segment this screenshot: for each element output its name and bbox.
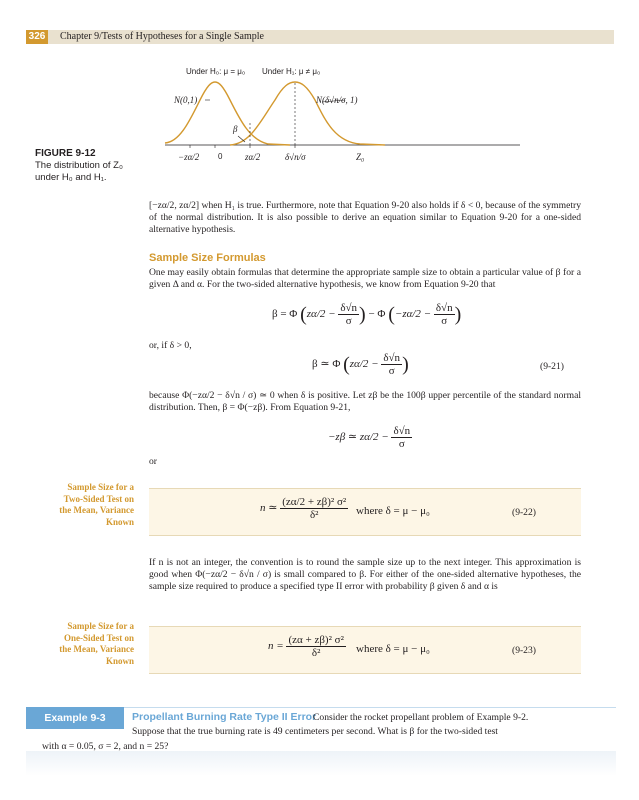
margin-head-one-sided (28, 621, 134, 667)
eq-zbeta-den: σ (398, 438, 405, 450)
margin-one-sided-line4: Known (105, 655, 134, 666)
margin-two-sided-line2: Two-Sided Test on (63, 493, 134, 504)
paragraph-intro: [−zα/2, zα/2] when H₁ is true. Furthermore, note that Equation 9-20 also holds if δ < 0, because of the symmetry of the normal distribution. It is also possible to derive an equation similar to Equation 9-20 for a one-sided alternative hypothesis. (149, 200, 581, 235)
axis-label-z0: Z₀ (356, 152, 365, 162)
eq-beta-mid: − Φ (368, 308, 386, 321)
eq922-where: where δ = μ − μ₀ (356, 505, 430, 517)
eq922-lhs: n ≃ (260, 502, 278, 515)
eq921-z: zα/2 − (349, 358, 379, 371)
eq922-den: δ² (309, 509, 319, 521)
margin-two-sided-line1: Sample Size for a (67, 482, 134, 492)
equation-beta-full: β = Φ (zα/2 − $\frac{\delta√n}{\sigma}$ ) − Φ (−zα/2 − $\frac{\delta√n}{\sigma}$ ) (272, 302, 462, 327)
tick-pos-z: zα/2 (245, 152, 261, 162)
text-or-if: or, if δ > 0, (149, 340, 192, 351)
label-n-shift: N(δ√n/σ, 1) (316, 95, 358, 105)
tick-shift: δ√n/σ (285, 152, 306, 162)
tick-zero: 0 (218, 152, 223, 161)
section-title: Sample Size Formulas (149, 252, 266, 264)
example-title: Propellant Burning Rate Type II Error (132, 711, 317, 723)
margin-two-sided-line3: the Mean, Variance (59, 505, 134, 515)
eq-beta-z2: −zα/2 − (394, 308, 432, 321)
text-or: or (149, 456, 157, 467)
eq921-lhs: β ≃ Φ (312, 358, 341, 371)
label-under-h0: Under H₀: μ = μ₀ (186, 67, 246, 76)
figure-distribution-plot (150, 60, 530, 185)
example-text-1: Consider the rocket propellant problem of Example 9-2. (313, 712, 529, 723)
example-text-2: Suppose that the true burning rate is 49 centimeters per second. What is β for the two-sided test (132, 726, 498, 737)
eq-beta-den1: σ (345, 315, 352, 327)
eq-number-9-22: (9-22) (512, 507, 536, 518)
eq-number-9-21: (9-21) (540, 361, 564, 372)
eq-beta-den2: σ (441, 315, 448, 327)
eq-number-9-23: (9-23) (512, 645, 536, 656)
eq922-num: (zα/2 + zβ)² σ² (282, 496, 347, 508)
eq921-num: δ√n (383, 352, 401, 364)
equation-9-23 (268, 634, 346, 659)
eq-beta-z1: zα/2 − (306, 308, 336, 321)
equation-z-beta (328, 425, 412, 450)
eq923-num: (zα + zβ)² σ² (288, 634, 344, 646)
chapter-title: Chapter 9/Tests of Hypotheses for a Single Sample (60, 31, 264, 42)
figure-caption-line2: under H₀ and H₁. (35, 172, 107, 183)
tick-neg-z: −zα/2 (178, 152, 200, 162)
h0-curve (165, 82, 290, 145)
example-shade (26, 751, 616, 776)
label-beta: β (233, 124, 238, 134)
label-under-h1: Under H₁: μ ≠ μ₀ (262, 67, 321, 76)
eq923-lhs: n = (268, 640, 284, 653)
eq923-where: where δ = μ − μ₀ (356, 643, 430, 655)
example-text-3: with α = 0.05, σ = 2, and n = 25? (42, 741, 169, 752)
figure-title: FIGURE 9-12 (35, 148, 96, 159)
equation-9-22 (260, 496, 348, 521)
figure-caption-line1: The distribution of Z₀ (35, 160, 123, 171)
equation-9-21: β ≃ Φ (zα/2 − $\frac{\delta√n}{\sigma}$ ) (312, 352, 409, 377)
eq-beta-num1: δ√n (340, 302, 358, 314)
paragraph-rounding: If n is not an integer, the convention is to round the sample size up to the next integer. This approximation is good when Φ(−zα/2 − δ√n / σ) is small compared to β. For either of the one-sided alternative hypotheses, the sample size required to produce a specified type II error with probability β given δ and α is (149, 557, 581, 592)
figure-caption (35, 148, 145, 184)
label-n01: N(0,1) (174, 95, 198, 105)
paragraph-because: because Φ(−zα/2 − δ√n / σ) ≃ 0 when δ is positive. Let zβ be the 100β upper percentile of the standard normal distribution. Then, β = Φ(−zβ). From Equation 9-21, (149, 390, 581, 413)
paragraph-section: One may easily obtain formulas that determine the appropriate sample size to obtain a particular value of β for a given Δ and α. For the two-sided alternative hypothesis, we know from Equation 9-20 that (149, 267, 581, 290)
example-tab: Example 9-3 (26, 707, 124, 729)
eq-beta-num2: δ√n (435, 302, 453, 314)
eq923-den: δ² (311, 647, 321, 659)
margin-one-sided-line3: the Mean, Variance (59, 644, 134, 654)
eq-zbeta-lhs: −zβ ≃ zα/2 − (328, 431, 389, 444)
margin-one-sided-line2: One-Sided Test on (63, 632, 134, 643)
page-number: 326 (26, 30, 48, 44)
margin-head-two-sided (28, 482, 134, 528)
margin-two-sided-line4: Known (105, 516, 134, 527)
margin-one-sided-line1: Sample Size for a (67, 621, 134, 631)
eq-beta-lhs: β = Φ (272, 308, 298, 321)
eq-zbeta-num: δ√n (393, 425, 411, 437)
eq921-den: σ (388, 365, 395, 377)
